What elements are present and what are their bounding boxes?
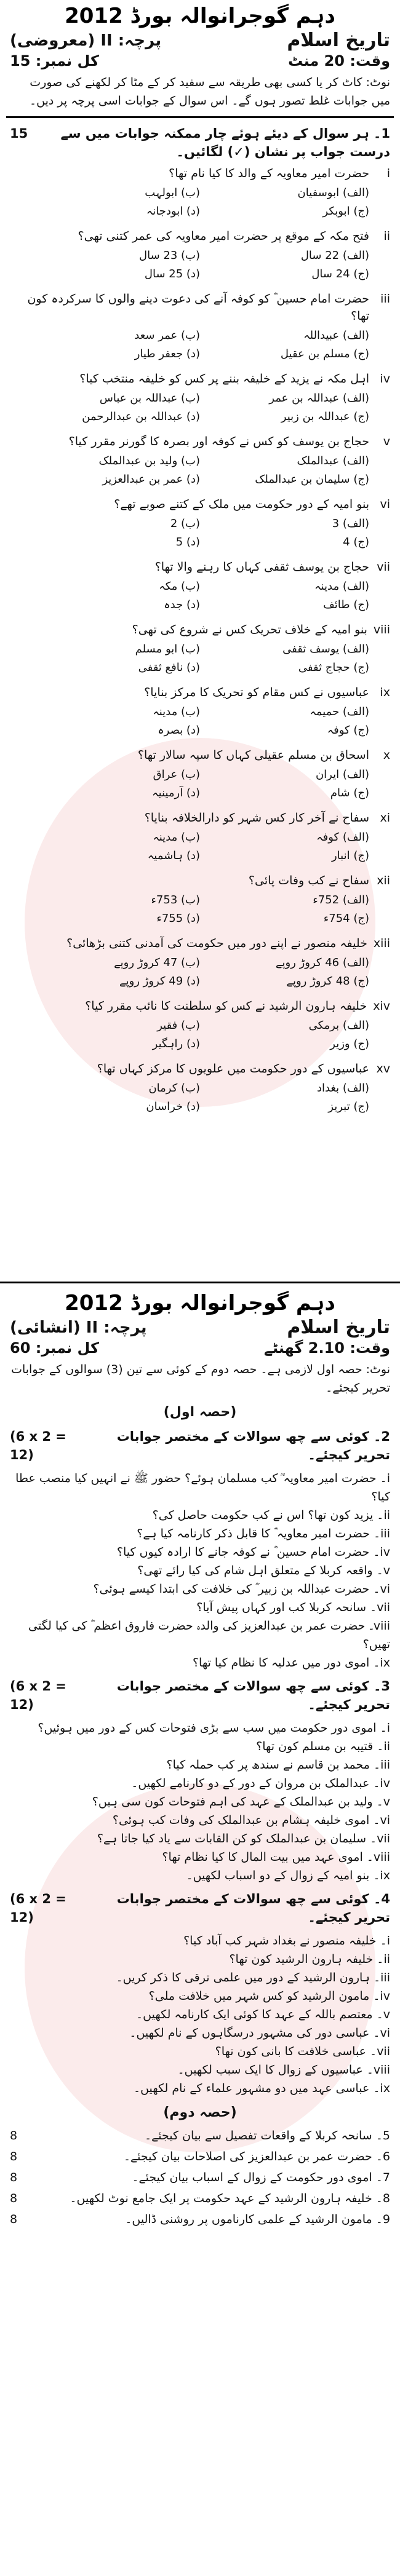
mcq-item [6,996,394,1054]
short-question-item [10,1737,390,1756]
mcq-option[interactable]: (الف) 3 [332,517,369,530]
mcq-option[interactable]: (د) 5 [175,536,200,549]
mcq-option[interactable]: (ب) عبداللہ بن عباس [99,392,200,405]
short-question-item [10,1506,390,1524]
mcq-option[interactable]: (د) عبداللہ بن عبدالرحمن [82,410,200,423]
subject-title: تاریخ اسلام [287,30,390,51]
mcq-stem [6,494,394,514]
short-question-item [10,1932,390,1950]
mcq-question-text: فتح مکہ کے موقع پر حضرت امیر معاویہ کی عمر کتنی تھی؟ [78,229,369,243]
mcq-option[interactable]: (د) خراسان [146,1100,200,1113]
mcq-option[interactable]: (ب) 753ء [151,894,200,906]
short-question-text: vii۔ عباسی خلافت کا بانی کون تھا؟ [215,2045,390,2058]
mcq-option[interactable]: (ج) 24 سال [311,268,369,280]
mcq-question-text: حجاج بن یوسف ثقفی کہاں کا رہنے والا تھا؟ [154,560,369,574]
mcq-option[interactable]: (ب) مدینہ [153,705,200,718]
mcq-number: iii [380,292,390,306]
mcq-stem [6,432,394,451]
mcq-stem [6,620,394,640]
short-question-text: i۔ حضرت امیر معاویہ ؓ کب مسلمان ہوئے؟ حضور ﷺ نے انہیں کیا منصب عطا کیا؟ [15,1472,390,1504]
mcq-number: v [383,435,390,448]
board-title: دہم گوجرانوالہ بورڈ 2012 [65,4,335,28]
short-question-text: iii۔ حضرت امیر معاویہ ؓ کا قابل ذکر کارنامہ کیا ہے؟ [137,1527,390,1540]
mcq-item [6,808,394,866]
short-question-text: vii۔ سانحہ کربلا کب اور کہاں پیش آیا؟ [196,1601,390,1614]
short-question-text: v۔ واقعہ کربلا کے متعلق اہل شام کی کیا رائے تھی؟ [137,1564,390,1577]
short-question-text: iv۔ مامون الرشید کو کس شہر میں خلافت ملی؟ [148,1989,390,2003]
mcq-question-text: حضرت امام حسین ؓ کو کوفہ آنے کی دعوت دینے والوں کا سرکردہ کون تھا؟ [27,292,369,323]
short-question-item [10,1866,390,1885]
question-text: 1۔ ہر سوال کے دیئے ہوئے چار ممکنہ جوابات میں سے درست جواب پر نشان (✓) لگائیں۔ [60,126,390,159]
question-heading [6,122,394,164]
mcq-option[interactable]: (الف) کوفہ [316,831,369,844]
mcq-number: x [383,748,390,762]
question-heading [6,1674,394,1716]
short-question-item [10,1848,390,1866]
short-question-item [10,1598,390,1617]
short-question-text: i۔ خلیفہ منصور نے بغداد شہر کب آباد کیا؟ [183,1934,390,1948]
mcq-option[interactable]: (الف) برمکی [308,1019,369,1032]
mcq-options [6,1016,394,1054]
mcq-number: xi [380,811,390,825]
mcq-stem [6,871,394,890]
short-question-item [10,1617,390,1654]
mcq-question-text: عباسیوں نے کس مقام کو تحریک کا مرکز بنایا؟ [144,686,369,699]
mcq-question-text: اسحاق بن مسلم عقیلی کہاں کا سپہ سالار تھا؟ [137,748,369,762]
essay-question [6,2146,394,2167]
mcq-option[interactable]: (الف) عبداللہ بن عمر [269,392,369,405]
essay-question-text: 7۔ اموی دور حکومت کے زوال کے اسباب بیان کیجئے۔ [132,2171,390,2184]
mcq-option[interactable]: (ج) عبداللہ بن زبیر [281,410,369,423]
mcq-stem [6,683,394,702]
short-question-list [6,1716,394,1887]
mcq-option[interactable]: (ب) فقیر [157,1019,200,1032]
mcq-question-text: خلیفہ منصور نے اپنے دور میں حکومت کی آمدنی کتنی بڑھائی؟ [66,937,367,950]
mcq-option[interactable]: (الف) 752ء [313,894,369,906]
part-one-label: (حصہ اول) [163,1405,237,1420]
short-question-item [10,1543,390,1561]
short-question-text: ix۔ عباسی عہد میں دو مشہور علماء کے نام لکھیں۔ [133,2082,390,2095]
mcq-option[interactable]: (الف) یوسف ثقفی [282,643,369,656]
short-question-item [10,1829,390,1848]
short-question-item [10,1580,390,1598]
paper-subheader [6,1317,394,1338]
mcq-option[interactable]: (الف) 46 کروڑ روپے [275,956,369,969]
mcq-stem [6,808,394,828]
mcq-option[interactable]: (الف) 22 سال [300,249,369,262]
mcq-question-text: سفاح نے کب وفات پائی؟ [248,874,369,887]
mcq-option[interactable]: (د) ہاشمیہ [147,849,200,862]
mcq-item [6,683,394,740]
mcq-option[interactable]: (ج) ابوبکر [322,205,369,218]
short-question-item [10,1968,390,1987]
instructions: نوٹ: کاٹ کر یا کسی بھی طریقہ سے سفید کر کے مٹا کر لکھنے کی صورت میں جوابات غلط تصور ہوں گے۔ اس سوال کے جوابات اسی پرچہ پر دیں۔ [30,76,390,108]
mcq-question-text: سفاح نے آخر کار کس شہر کو دارالخلافہ بنایا؟ [144,811,369,825]
mcq-options [6,246,394,284]
question-marks: (6 x 2 = 12) [10,1429,66,1462]
paper-label: پرچہ: II (انشائی) [10,1318,147,1337]
short-question-item [10,1654,390,1672]
mcq-item [6,1059,394,1117]
essay-question-marks: 8 [10,2213,18,2226]
mcq-option[interactable]: (د) 755ء [156,912,200,925]
mcq-option[interactable]: (ب) 2 [170,517,200,530]
essay-question-marks: 8 [10,2129,18,2142]
short-question-item [10,2024,390,2042]
essay-question [6,2188,394,2209]
mcq-option[interactable]: (د) ابودجانہ [146,205,200,218]
essay-question-marks: 8 [10,2150,18,2163]
mcq-option[interactable]: (ج) شام [330,787,369,799]
mcq-option[interactable]: (الف) مدینہ [314,580,369,593]
mcq-options [6,765,394,803]
short-question-item [10,1950,390,1968]
board-title: دہم گوجرانوالہ بورڈ 2012 [65,1291,335,1315]
mcq-option[interactable]: (ب) ابو مسلم [135,643,200,656]
mcq-option[interactable]: (الف) ایران [315,768,369,781]
mcq-options [6,514,394,552]
mcq-question-text: اہل مکہ نے یزید کے خلیفہ بننے پر کس کو خلیفہ منتخب کیا؟ [79,372,369,386]
mcq-options [6,451,394,489]
mcq-option[interactable]: (ج) 4 [343,536,369,549]
short-question-item [10,1774,390,1793]
mcq-option[interactable]: (الف) حمیمہ [310,705,369,718]
short-question-text: vi۔ حضرت عبداللہ بن زبیر ؓ کی خلافت کی ابتدا کیسے ہوئی؟ [93,1582,390,1596]
mcq-question-text: بنو امیہ کے خلاف تحریک کس نے شروع کی تھی؟ [132,623,367,636]
essay-question [6,2167,394,2188]
mcq-options [6,326,394,364]
short-question-text: v۔ معتصم باللہ کے عہد کا کوئی ایک کارنامہ لکھیں۔ [135,2008,390,2021]
mcq-number: xiii [373,937,390,950]
mcq-option[interactable]: (ب) عراق [153,768,200,781]
short-question-item [10,1987,390,2005]
mcq-number: vi [380,497,390,511]
essay-question-text: 5۔ سانحہ کربلا کے واقعات تفصیل سے بیان کیجئے۔ [144,2129,390,2142]
mcq-question-text: خلیفہ ہارون الرشید نے کس کو سلطنت کا نائب مقرر کیا؟ [85,999,367,1013]
short-question-text: ix۔ اموی دور میں عدلیہ کا نظام کیا تھا؟ [192,1656,390,1670]
mcq-option[interactable]: (د) عمر بن عبدالعزیز [102,473,200,486]
mcq-options [6,702,394,740]
mcq-option[interactable]: (د) جعفر طیار [134,347,200,360]
mcq-item [6,494,394,552]
short-question-list [6,1929,394,2100]
mcq-item [6,557,394,615]
short-question-text: vii۔ سلیمان بن عبدالملک کو کن القابات سے یاد کیا جاتا ہے؟ [97,1832,390,1845]
mcq-item [6,871,394,929]
mcq-stem [6,369,394,389]
mcq-stem [6,933,394,953]
short-question-text: ii۔ خلیفہ ہارون الرشید کون تھا؟ [229,1952,390,1966]
mcq-options [6,640,394,678]
mcq-item [6,164,394,221]
mcq-stem [6,745,394,765]
short-question-item [10,1561,390,1580]
short-question-text: iv۔ حضرت امام حسین ؓ نے کوفہ جانے کا ارادہ کیوں کیا؟ [116,1545,390,1559]
mcq-option[interactable]: (د) آرمینیہ [152,787,200,799]
mcq-option[interactable]: (د) جدہ [164,598,200,611]
mcq-option[interactable]: (ج) وزیر [330,1037,369,1050]
mcq-option[interactable]: (ج) 48 کروڑ روپے [286,975,369,988]
mcq-option[interactable]: (ب) مکہ [159,580,200,593]
short-question-item [10,1756,390,1774]
time-marks-row [6,51,394,71]
essay-question-text: 9۔ مامون الرشید کے علمی کارناموں پر روشنی ڈالیں۔ [125,2213,390,2226]
question-text: 3۔ کوئی سے چھ سوالات کے مختصر جوابات تحریر کیجئے۔ [116,1679,390,1712]
mcq-number: viii [373,623,390,636]
short-question-text: iii۔ ہارون الرشید کے دور میں علمی ترقی کا ذکر کریں۔ [116,1971,390,1984]
paper-label: پرچہ: II (معروضی) [10,31,162,50]
mcq-stem [6,289,394,326]
question-text: 4۔ کوئی سے چھ سوالات کے مختصر جوابات تحریر کیجئے۔ [116,1892,390,1925]
mcq-option[interactable]: (ج) سلیمان بن عبدالملک [255,473,369,486]
question-marks: (6 x 2 = 12) [10,1679,66,1712]
mcq-item [6,620,394,678]
short-question-item [10,2061,390,2079]
mcq-option[interactable]: (د) 49 کروڑ روپے [119,975,200,988]
mcq-option[interactable]: (ب) عمر سعد [134,329,200,342]
short-question-item [10,1811,390,1829]
mcq-number: ix [380,686,390,699]
mcq-number: i [386,167,390,180]
mcq-item [6,933,394,991]
short-question-text: iv۔ عبدالملک بن مروان کے دور کے دو کارنامے لکھیں۔ [131,1777,390,1790]
time-marks-row [6,1338,394,1358]
short-question-list [6,1467,394,1674]
mcq-stem [6,996,394,1016]
short-question-text: viii۔ عباسیوں کے زوال کا ایک سبب لکھیں۔ [177,2063,390,2077]
mcq-option[interactable]: (ب) 47 کروڑ روپے [114,956,200,969]
mcq-option[interactable]: (ج) مسلم بن عقیل [280,347,369,360]
paper-subheader [6,30,394,51]
short-question-item [10,1469,390,1506]
essay-question-text: 6۔ حضرت عمر بن عبدالعزیز کی اصلاحات بیان کیجئے۔ [123,2150,390,2163]
mcq-item [6,369,394,427]
mcq-option[interactable]: (ب) کرمان [148,1082,200,1095]
mcq-question-text: حضرت امیر معاویہ کے والد کا کیا نام تھا؟ [169,167,369,180]
mcq-item [6,289,394,364]
mcq-item [6,432,394,489]
time-allowed: وقت: 20 منٹ [288,52,390,69]
mcq-option[interactable]: (ب) ولید بن عبدالملک [98,454,200,467]
short-question-item [10,1793,390,1811]
mcq-option[interactable]: (د) 25 سال [144,268,200,280]
mcq-options [6,1079,394,1117]
short-question-item [10,2042,390,2061]
mcq-item [6,226,394,284]
objective-paper [0,0,400,1267]
short-question-text: iii۔ محمد بن قاسم نے سندھ پر کب حملہ کیا؟ [166,1758,390,1772]
divider [6,116,394,118]
mcq-options [6,890,394,929]
mcq-option[interactable]: (ج) انبار [331,849,369,862]
mcq-option[interactable]: (الف) ابوسفیان [297,186,369,199]
mcq-option[interactable]: (ب) مدینہ [153,831,200,844]
mcq-option[interactable]: (الف) بغداد [316,1082,369,1095]
short-question-text: vi۔ اموی خلیفہ ہشام بن عبدالملک کی وفات کب ہوئی؟ [112,1813,390,1827]
question-heading [6,1425,394,1467]
mcq-option[interactable]: (ب) 23 سال [139,249,200,262]
mcq-options [6,577,394,615]
short-question-text: ix۔ بنو امیہ کے زوال کے دو اسباب لکھیں۔ [186,1869,390,1882]
essay-question-marks: 8 [10,2171,18,2184]
mcq-stem [6,1059,394,1079]
subject-title: تاریخ اسلام [287,1317,390,1338]
short-question-item [10,2079,390,2098]
mcq-options [6,389,394,427]
essay-question-marks: 8 [10,2192,18,2205]
mcq-stem [6,164,394,183]
mcq-stem [6,226,394,246]
part-two-label: (حصہ دوم) [163,2105,237,2120]
mcq-option[interactable]: (ب) ابولہب [145,186,200,199]
essay-question [6,2125,394,2146]
mcq-options [6,183,394,221]
short-question-text: viii۔ اموی عہد میں بیت المال کا کیا نظام تھا؟ [162,1850,390,1864]
essay-question-list [6,2125,394,2230]
mcq-options [6,828,394,866]
mcq-item [6,745,394,803]
mcq-option[interactable]: (ج) طائف [323,598,369,611]
total-marks: کل نمبر: 15 [10,52,99,69]
mcq-number: ii [383,229,390,243]
mcq-option[interactable]: (ج) کوفہ [327,724,369,737]
mcq-number: iv [380,372,390,386]
mcq-option[interactable]: (د) نافع ثقفی [138,661,200,674]
mcq-question-text: حجاج بن یوسف کو کس نے کوفہ اور بصرہ کا گورنر مقرر کیا؟ [68,435,369,448]
mcq-option[interactable]: (ج) 754ء [323,912,369,925]
subjective-paper [0,1287,400,2230]
short-question-text: i۔ اموی دور حکومت میں سب سے بڑی فتوحات کس کے دور میں ہوئیں؟ [38,1721,390,1735]
mcq-option[interactable]: (الف) عبیداللہ [303,329,369,342]
mcq-option[interactable]: (د) بصرہ [158,724,200,737]
mcq-option[interactable]: (ج) حجاج ثقفی [298,661,369,674]
paper-divider [0,1282,400,1283]
mcq-question-text: بنو امیہ کے دور حکومت میں ملک کے کتنے صوبے تھے؟ [114,497,369,511]
question-marks: (6 x 2 = 12) [10,1892,66,1925]
mcq-stem [6,557,394,577]
time-allowed: وقت: 2.10 گھنٹے [263,1339,390,1357]
mcq-options [6,953,394,991]
question-heading [6,1887,394,1929]
mcq-option[interactable]: (ج) تبریز [328,1100,369,1113]
mcq-list [6,164,394,1117]
mcq-option[interactable]: (الف) عبدالملک [297,454,369,467]
mcq-number: xii [377,874,390,887]
short-question-item [10,2005,390,2024]
short-question-item [10,1719,390,1737]
short-question-item [10,1524,390,1543]
mcq-number: vii [377,560,390,574]
mcq-question-text: عباسیوں کے دور حکومت میں علویوں کا مرکز کہاں تھا؟ [97,1062,369,1076]
question-marks: 15 [10,126,28,141]
short-question-text: vi۔ عباسی دور کی مشہور درسگاہوں کے نام لکھیں۔ [129,2026,390,2040]
mcq-number: xv [376,1062,390,1076]
question-text: 2۔ کوئی سے چھ سوالات کے مختصر جوابات تحریر کیجئے۔ [116,1429,390,1462]
short-question-text: viii۔ حضرت عمر بن عبدالعزیز کی والدہ حضرت فاروق اعظم ؓ کی کیا لگتی تھیں؟ [28,1619,390,1651]
short-question-text: ii۔ یزید کون تھا؟ اس نے کب حکومت حاصل کی؟ [152,1508,390,1522]
total-marks: کل نمبر: 60 [10,1339,99,1357]
short-question-text: ii۔ قتیبہ بن مسلم کون تھا؟ [256,1740,390,1753]
short-question-text: v۔ ولید بن عبدالملک کے عہد کی اہم فتوحات کون سی ہیں؟ [92,1795,390,1809]
mcq-option[interactable]: (د) راہگیر [152,1037,200,1050]
essay-question-text: 8۔ خلیفہ ہارون الرشید کے عہد حکومت پر ایک جامع نوٹ لکھیں۔ [70,2192,390,2205]
essay-question [6,2209,394,2230]
instructions: نوٹ: حصہ اول لازمی ہے۔ حصہ دوم کے کوئی سے تین (3) سوالوں کے جوابات تحریر کیجئے۔ [11,1363,390,1395]
mcq-number: xiv [373,999,390,1013]
